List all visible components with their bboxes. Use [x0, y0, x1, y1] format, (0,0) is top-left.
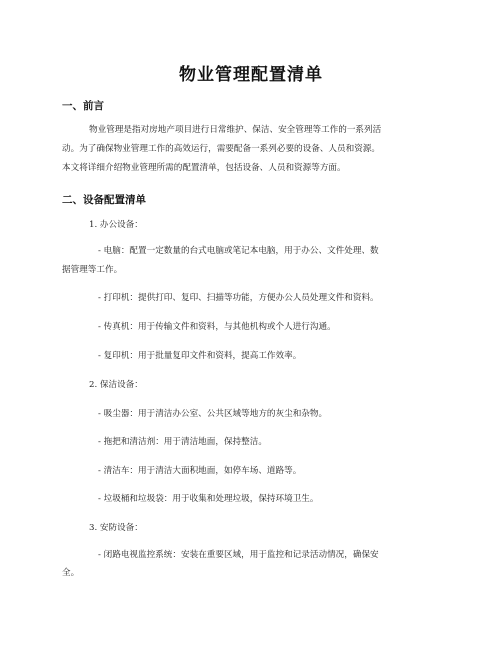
- office-item-computer-line-2: 据管理等工作。: [62, 265, 123, 275]
- office-item-fax: - 传真机：用于传输文件和资料，与其他机构或个人进行沟通。: [98, 322, 336, 332]
- document-title: 物业管理配置清单: [179, 65, 323, 85]
- cleaning-item-mop: - 拖把和清洁剂：用于清洁地面，保持整洁。: [98, 437, 267, 447]
- office-item-computer-line-1: - 电脑：配置一定数量的台式电脑或笔记本电脑，用于办公、文件处理、数: [98, 246, 379, 256]
- security-item-cctv-line-1: - 闭路电视监控系统：安装在重要区域，用于监控和记录活动情况，确保安: [98, 550, 379, 560]
- cleaning-item-vacuum: - 吸尘器：用于清洁办公室、公共区域等地方的灰尘和杂物。: [98, 409, 328, 419]
- preface-line-1: 物业管理是指对房地产项目进行日常维护、保洁、安全管理等工作的一系列活: [89, 125, 382, 135]
- preface-line-2: 动。为了确保物业管理工作的高效运行，需要配备一系列必要的设备、人员和资源。: [62, 144, 380, 154]
- preface-line-3: 本文将详细介绍物业管理所需的配置清单，包括设备、人员和资源等方面。: [62, 163, 346, 173]
- section-heading-equipment: 二、设备配置清单: [62, 194, 146, 206]
- cleaning-item-cart: - 清洁车：用于清洁大面积地面，如停车场、道路等。: [98, 466, 302, 476]
- group-label-cleaning: 2. 保洁设备：: [89, 380, 143, 390]
- group-label-security: 3. 安防设备：: [89, 523, 143, 533]
- office-item-printer: - 打印机：提供打印、复印、扫描等功能，方便办公人员处理文件和资料。: [98, 293, 379, 303]
- group-label-office: 1. 办公设备：: [89, 220, 143, 230]
- security-item-cctv-line-2: 全。: [62, 568, 80, 578]
- cleaning-item-trash: - 垃圾桶和垃圾袋：用于收集和处理垃圾，保持环境卫生。: [98, 494, 319, 504]
- office-item-copier: - 复印机：用于批量复印文件和资料，提高工作效率。: [98, 351, 302, 361]
- section-heading-preface: 一、前言: [62, 100, 104, 112]
